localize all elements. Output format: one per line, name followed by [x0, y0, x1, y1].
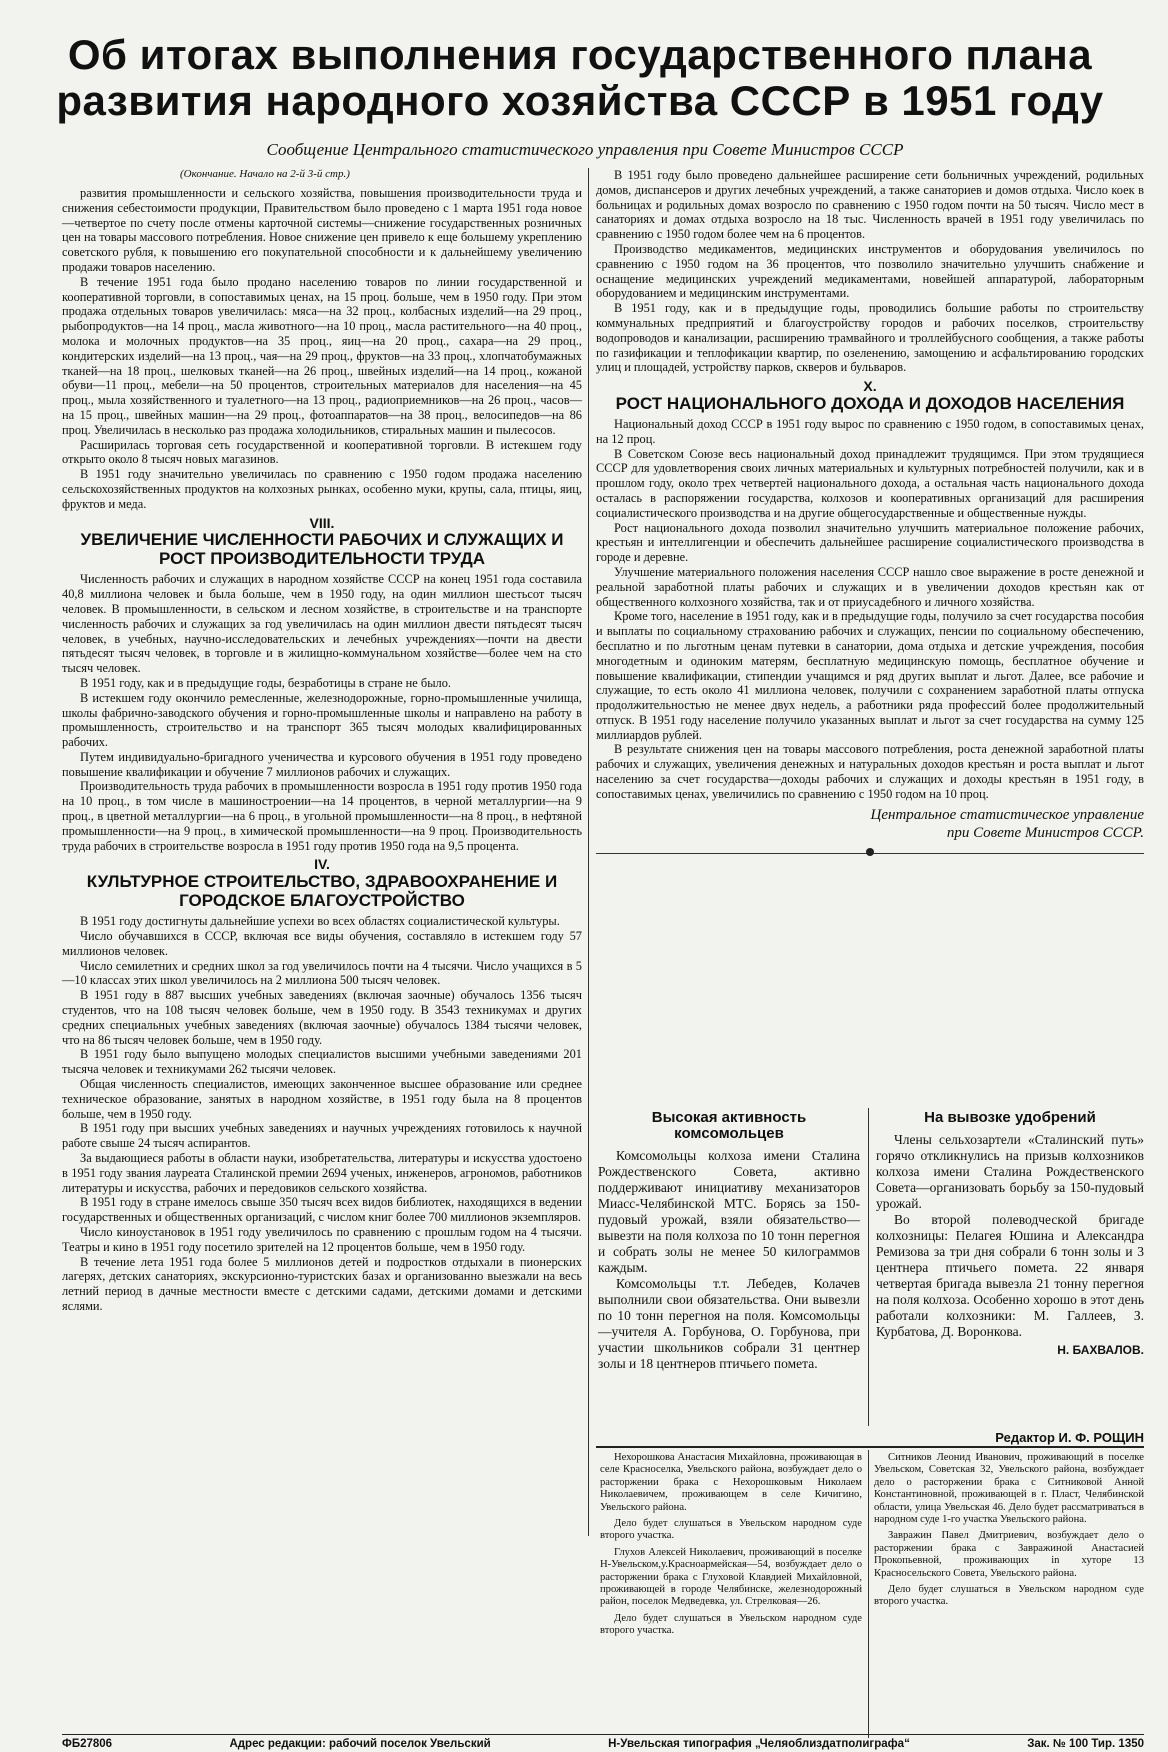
- section-number: X.: [863, 378, 877, 395]
- left-column: [62, 186, 582, 1314]
- paragraph: В 1951 году в стране имелось свыше 350 тысяч всех видов библиотек, находящихся в ведении государственных и общественных организаций, с числом книг более 700 миллионов экземпляров.: [62, 1195, 582, 1225]
- paragraph: В 1951 году в 887 высших учебных заведениях (включая заочные) обучалось 1356 тысяч студентов, что на 108 тысяч человек больше, чем в 1950 году. В 3543 техникумах и других средних специальных учебных заведениях (включая заочные) обучалось 1384 тысячи человек, что на 86 тысяч человек больше, чем в 1950 году.: [62, 988, 582, 1047]
- paragraph: Число обучавшихся в СССР, включая все виды обучения, составляло в истекшем году 57 миллионов человек.: [62, 929, 582, 958]
- signature-line-2: при Совете Министров СССР.: [946, 824, 1144, 841]
- news-title: Высокая активность комсомольцев: [651, 1109, 807, 1142]
- continuation-note: (Окончание. Начало на 2-й 3-й стр.): [180, 168, 350, 180]
- paragraph: В 1951 году значительно увеличилась по сравнению с 1950 годом продажа населению сельскохозяйственных продуктов на колхозных рынках, особенно муки, крупы, сала, птицы, яиц, фруктов и меда.: [62, 467, 582, 511]
- notice: Глухов Алексей Николаевич, проживающий в поселке Н-Увельском,у.Красноармейская—54, возбуждает дело о расторжении брака с Глуховой Клавдией Михайловной, проживающей в городе Челябинске, железнодорожный район, поселок Медведевка, ул. Стрелковая—26.: [600, 1546, 862, 1608]
- paragraph: В течение 1951 года было продано населению товаров по линии государственной и кооперативной торговли, в сопоставимых ценах, на 15 проц. больше, чем в 1950 году. При этом продажа отдельных товаров увеличилась: мяса—на 32 проц., колбасных изделий—на 29 проц., рыбопродуктов—на 14 проц., масла животного—на 10 проц., масла растительного—на 40 проц., молока и молочных продуктов—на 35 проц., яиц—на 20 проц., сахара—на 29 проц., кондитерских изделий—на 13 проц., чая—на 29 проц., фруктов—на 33 проц., хлопчатобумажных тканей—на 18 проц., шелковых тканей—на 26 проц., швейных изделий—на 14 проц., кожаной обуви—11 проц., мебели—на 50 процентов, строительных материалов для населения—на 45 проц., мыла хозяйственного и туалетного—на 13 проц., радиоприемников—на 26 проц., часов—на 15 проц., швейных машин—на 29 проц., фотоаппаратов—на 38 проц., велосипедов—на 86 проц. Увеличилась в несколько раз продажа холодильников, стиральных машин и пылесосов.: [62, 274, 582, 437]
- section-title: УВЕЛИЧЕНИЕ ЧИСЛЕННОСТИ РАБОЧИХ И СЛУЖАЩИХ И РОСТ ПРОИЗВОДИТЕЛЬНОСТИ ТРУДА: [80, 530, 564, 569]
- notice: Дело будет слушаться в Увельском народном суде второго участка.: [600, 1612, 862, 1637]
- paragraph: Производительность труда рабочих в промышленности возросла в 1951 году против 1950 года на 10 проц., в том числе в машиностроении—на 14 процентов, в черной металлургии—на 9 проц., в цветной металлургии—на 6 проц., в угольной промышленности—на 8 проц., в нефтяной промышленности—на 9 проц., в химической промышленности—на 9 проц. Производительность труда рабочих в строительстве возросла в 1951 году против 1950 года на 9,5 процента.: [62, 779, 582, 853]
- section-title: КУЛЬТУРНОЕ СТРОИТЕЛЬСТВО, ЗДРАВООХРАНЕНИЕ И ГОРОДСКОЕ БЛАГОУСТРОЙСТВО: [86, 872, 558, 911]
- paragraph: В Советском Союзе весь национальный доход принадлежит трудящимся. При этом трудящиеся СССР для удовлетворения своих личных материальных и культурных потребностей получили, как и в прошлом году, около трех четвертей национального дохода, а остальная часть национального дохода осталась в распоряжении государства, колхозов и кооперативных организаций для расширения социалистического производства и на другие общегосударственные и общественные нужды.: [596, 446, 1144, 520]
- paragraph: Кроме того, население в 1951 году, как и в предыдущие годы, получило за счет государства пособия и выплаты по социальному страхованию рабочих и служащих, пенсии по социальному обеспечению, бесплатно и по льготным ценам путевки в санатории, дома отдыха и детские учреждения, пособия многодетным и одиноким матерям, бесплатную медицинскую помощь, бесплатное обучение и повышение квалификации, стипендии учащимся и ряд других выплат и льгот. Далее, все рабочие и служащие, то есть около 41 миллиона человек, получили с сохранением заработной платы отпуска продолжительностью не менее двух недель, а работники ряда профессий более продолжительный отпуск. В 1951 году население получило указанных выплат и льгот за счет государства на сумму 125 миллиардов рублей.: [596, 609, 1144, 742]
- paragraph: Национальный доход СССР в 1951 году вырос по сравнению с 1950 годом, в сопоставимых ценах, на 12 проц.: [596, 416, 1144, 446]
- paragraph: Члены сельхозартели «Сталинский путь» горячо откликнулись на призыв колхозников колхоза имени Сталина Рождественского Совета—организовать борьбу за 150-пудовый урожай.: [876, 1132, 1144, 1211]
- headline-line-1: Об итогах выполнения государственного плана: [67, 31, 1093, 78]
- paragraph: В результате снижения цен на товары массового потребления, роста денежной заработной платы рабочих и служащих, увеличения денежных и натуральных доходов крестьян и роста выплат и льгот населению за счет государства—доходы рабочих и служащих и доходы крестьян в 1951 году, в сопоставимых ценах, увеличились по сравнению с 1950 годом на 10 проц.: [596, 742, 1144, 801]
- right-column: [596, 168, 1144, 862]
- paragraph: Число семилетних и средних школ за год увеличилось почти на 4 тысячи. Число учащихся в 5—10 классах этих школ увеличилось на 2 миллиона 500 тысяч человек.: [62, 958, 582, 988]
- headline: [40, 32, 1120, 124]
- paragraph: В 1951 году, как и в предыдущие годы, безработицы в стране не было.: [80, 675, 452, 690]
- footer-rule: [62, 1734, 1144, 1735]
- paragraph: развития промышленности и сельского хозяйства, повышения производительности труда и снижения себестоимости продукции, Правительством было проведено с 1 марта 1951 года новое—четвертое по счету после отмены карточной системы—снижение государственных розничных цен на товары массового потребления. Новое снижение цен привело к еще большему укреплению советского рубля, к повышению его покупательной способности и к дальнейшему увеличению продажи товаров населению.: [62, 186, 582, 274]
- notice: Завражин Павел Дмитриевич, возбуждает дело о расторжении брака с Завражиной Анастасией Прокопьевной, проживающих in хуторе 13 Красносельского Совета, Увельского района.: [874, 1530, 1144, 1579]
- paragraph: В истекшем году окончило ремесленные, железнодорожные, горно-промышленные училища, школы фабрично-заводского обучения и горно-промышленные школы и направлено на работу в промышленность, строительство и на транспорт 365 тысяч молодых квалифицированных рабочих.: [62, 690, 582, 750]
- news-article-fertilizer: [876, 1110, 1144, 1358]
- paragraph: Расширилась торговая сеть государственной и кооперативной торговли. В истекшем году открыто около 8 тысяч новых магазинов.: [62, 437, 582, 467]
- footer-printer: Н-Увельская типография „Челяоблиздатполиграфа“: [608, 1738, 910, 1750]
- notice: Ситников Леонид Иванович, проживающий в поселке Увельском, Советская 32, Увельского района, возбуждает дело о расторжении брака с Ситниковой Анной Константиновной, проживающей в г. Пласт, Челябинской области, улица Увельская 46. Дело будет рассматриваться в народном суде 1-го участка Увельского района.: [874, 1452, 1144, 1526]
- paragraph: В 1951 году было проведено дальнейшее расширение сети больничных учреждений, родильных домов, диспансеров и других лечебных учреждений, а также санаториев и домов отдыха. Число коек в больницах и родильных домах возросло по сравнению с 1950 годом почти на 50 тысяч. Число мест в санаториях и домах отдыха возросло на 18 тыс. Численность врачей в 1951 году увеличилась по сравнению с 1950 годом более чем на 6 процентов.: [596, 168, 1144, 242]
- section-number: IV.: [314, 856, 330, 873]
- signature: [596, 806, 1144, 842]
- paragraph: В 1951 году было выпущено молодых специалистов высшими учебными заведениями 201 тысяча человек и техникумами 262 тысячи человек.: [62, 1047, 582, 1077]
- bullet-dot-icon: [866, 848, 874, 856]
- paragraph: Путем индивидуально-бригадного ученичества и курсового обучения в 1951 году проведено повышение квалификации и обучение 7 миллионов рабочих и служащих.: [62, 749, 582, 779]
- paragraph: Комсомольцы колхоза имени Сталина Рождественского Совета, активно поддерживают инициативу механизаторов Миасс-Челябинской МТС. Борясь за 150-пудовый урожай, взяли обязательство—вывезти на поля колхоза по 10 тонн перегноя и собрать золы не менее 50 килограммов каждым.: [598, 1148, 860, 1275]
- notices-rule: [596, 1446, 1144, 1448]
- notices-right: [874, 1452, 1144, 1613]
- subheadline: Сообщение Центрального статистического управления при Совете Министров СССР: [266, 140, 904, 159]
- paragraph: Число киноустановок в 1951 году увеличилось по сравнению с прошлым годом на 4 тысячи. Театры и кино в 1951 году посетило зрителей на 12 процентов больше, чем в 1950 году.: [62, 1225, 582, 1254]
- section-title: РОСТ НАЦИОНАЛЬНОГО ДОХОДА И ДОХОДОВ НАСЕЛЕНИЯ: [615, 393, 1125, 413]
- paragraph: Численность рабочих и служащих в народном хозяйстве СССР на конец 1951 года составила 40,8 миллиона человек и была больше, чем в 1950 году, на один миллион шестьсот тысяч человек. В промышленности, в сельском и лесном хозяйстве, в строительстве и на транспорте численность рабочих и служащих за год увеличилась на один миллион двести пятьдесят тысяч человек, в учебных, научно-исследовательских и лечебных учреждениях—почти на двести пятьдесят тысяч человек, в торговле и в жилищно-коммунальном хозяйстве—более чем на сто тысяч человек.: [62, 572, 582, 676]
- news-author: Н. БАХВАЛОВ.: [1057, 1343, 1144, 1357]
- section-number: VIII.: [309, 514, 335, 531]
- notice: Дело будет слушаться в Увельском народном суде второго участка.: [874, 1584, 1144, 1608]
- footer-order: Зак. № 100 Тир. 1350: [1027, 1738, 1144, 1750]
- column-divider: [588, 168, 589, 1536]
- notices-left: [600, 1452, 862, 1642]
- paragraph: Общая численность специалистов, имеющих законченное высшее образование или среднее техническое образование, занятых в народном хозяйстве, в 1951 году была на 8 процентов больше, чем в 1950 году.: [62, 1077, 582, 1121]
- news-divider: [868, 1108, 869, 1426]
- signature-line-1: Центральное статистическое управление: [870, 806, 1144, 823]
- paragraph: Рост национального дохода позволил значительно улучшить материальное положение рабочих, крестьян и интеллигенции и обеспечить дальнейшее расширение социалистического производства в городе и деревне.: [596, 520, 1144, 565]
- news-title: На вывозке удобрений: [924, 1109, 1096, 1126]
- paragraph: В течение лета 1951 года более 5 миллионов детей и подростков отдыхали в пионерских лагерях, детских санаториях, экскурсионно-туристских базах и организованно выезжали на весь летний период в дачные местности вместе с детскими садами, детскими домами и детскими яслями.: [62, 1254, 582, 1313]
- divider-rule: [596, 848, 1144, 858]
- paragraph: В 1951 году достигнуты дальнейшие успехи во всех областях социалистической культуры.: [80, 914, 560, 929]
- footer: [62, 1738, 1144, 1750]
- notice: Нехорошкова Анастасия Михайловна, проживающая в селе Красноселка, Увельского района, возбуждает дело о расторжении брака с Нехорошковым Николаем Николаевичем, проживающем в селе Кичигино, Увельского района.: [600, 1452, 862, 1513]
- paragraph: В 1951 году, как и в предыдущие годы, проводились большие работы по строительству коммунальных предприятий и благоустройству городов и рабочих поселков, строительству водопроводов и канализации, расширению трамвайного и троллейбусного сообщения, а также работы по газификации и теплофикации квартир, по озеленению, замощению и асфальтированию городских улиц и площадей, устройству парков, скверов и бульваров.: [596, 301, 1144, 375]
- news-article-komsomol: [598, 1110, 860, 1372]
- notice: Дело будет слушаться в Увельском народном суде второго участка.: [600, 1518, 862, 1542]
- footer-code: ФБ27806: [62, 1738, 113, 1750]
- headline-line-2: развития народного хозяйства СССР в 1951 году: [56, 77, 1104, 124]
- paragraph: Улучшение материального положения населения СССР нашло свое выражение в росте денежной и реальной заработной платы рабочих и служащих и в увеличении доходов крестьян как от общественного колхозного хозяйства, так и от приусадебного и личного хозяйства.: [596, 564, 1144, 609]
- paragraph: За выдающиеся работы в области науки, изобретательства, литературы и искусства удостоено в 1951 году звания лауреата Сталинской премии 2694 ученых, инженеров, агрономов, работников литературы и искусства, рабочих и передовиков сельского хозяйства.: [62, 1151, 582, 1195]
- paragraph: Производство медикаментов, медицинских инструментов и оборудования увеличилось по сравнению с 1950 годом на 36 процентов, что позволило значительно улучшить снабжение и оснащение медицинских учреждений медикаментами, новейшей аппаратурой, лабораторным оборудованием и медицинским инструментами.: [596, 241, 1144, 301]
- footer-address: Адрес редакции: рабочий поселок Увельский: [229, 1738, 491, 1750]
- editor-line: Редактор И. Ф. РОЩИН: [995, 1430, 1144, 1445]
- paragraph: В 1951 году при высших учебных заведениях и научных учреждениях готовилось к научной работе свыше 24 тысяч аспирантов.: [62, 1121, 582, 1151]
- notices-divider: [868, 1450, 869, 1738]
- paragraph: Во второй полеводческой бригаде колхозницы: Пелагея Юшина и Александра Ремизова за три дня собрали 6 тонн золы и 3 центнера птичьего помета. 22 января четвертая бригада вывезла 21 тонну перегноя на поля колхоза. Особенно хорошо в этот день работали колхозники: М. Галлеев, З. Курбатова, Д. Воронкова.: [876, 1212, 1144, 1339]
- paragraph: Комсомольцы т.т. Лебедев, Колачев выполнили свои обязательства. Они вывезли по 10 тонн перегноя на поля. Комсомольцы—учителя А. Горбунова, О. Горбунова, при участии школьников собрали 31 центнер золы и 18 центнеров птичьего помета.: [598, 1276, 860, 1371]
